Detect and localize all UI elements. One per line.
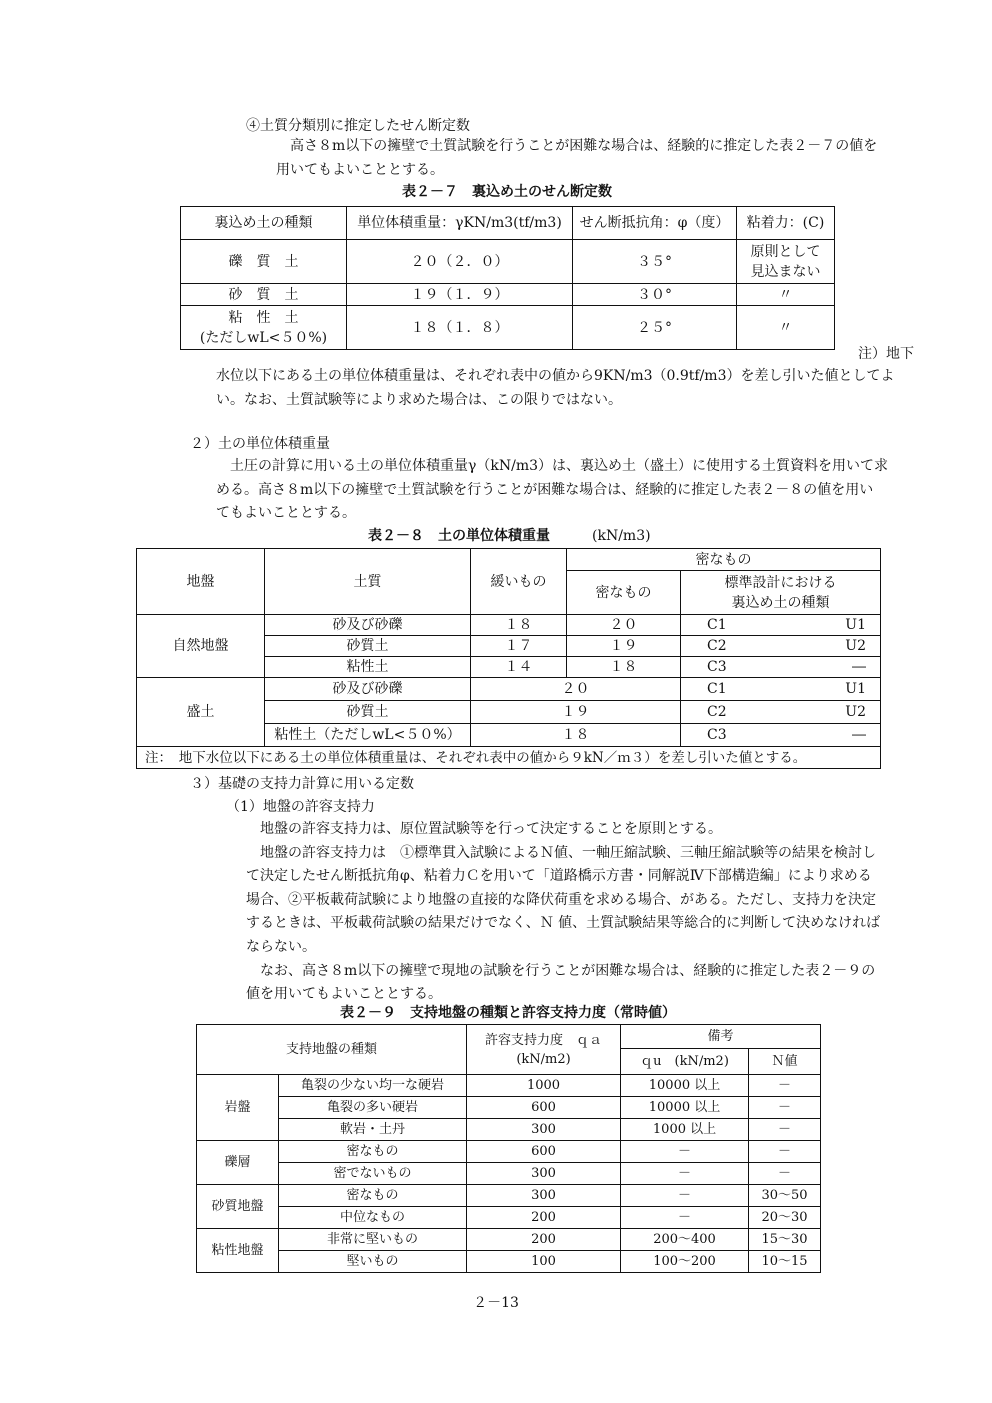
table-2-7-caption: 表２－７ 裏込め土のせん断定数 (402, 184, 612, 200)
table-note-row (137, 747, 881, 769)
cell-soil: 粘性土（ただしwL<５０%） (265, 724, 471, 747)
cohesion-line: 見込まない (750, 263, 821, 280)
column-header: ｑu (kN/m2) (621, 1049, 749, 1075)
ground-group-label: 礫層 (197, 1141, 279, 1185)
table-row (197, 1207, 821, 1229)
cohesion-line: 原則として (750, 243, 821, 260)
column-header (467, 1025, 621, 1075)
paragraph-line: 地盤の許容支持力は ①標準貫入試験によるＮ値、一軸圧縮試験、三軸圧縮試験等の結果を検討し (260, 844, 876, 861)
cell-loose: １４ (471, 657, 567, 678)
cell-qu: 10000 以上 (621, 1097, 749, 1119)
cell-loose: １７ (471, 636, 567, 657)
cell-qu: － (621, 1141, 749, 1163)
paragraph-line: なお、高さ８m以下の擁壁で現地の試験を行うことが困難な場合は、経験的に推定した表２－９の (260, 962, 876, 979)
cell-n: － (749, 1141, 821, 1163)
cell-subtype: 密なもの (279, 1141, 467, 1163)
cell-subtype: 密でないもの (279, 1163, 467, 1185)
cell-soil: 砂質土 (265, 701, 471, 724)
table-row (197, 1163, 821, 1185)
cell-qa: 300 (467, 1185, 621, 1207)
column-header: 備考 (621, 1025, 821, 1049)
cell-subtype: 亀裂の多い硬岩 (279, 1097, 467, 1119)
paragraph-line: て決定したせん断抵抗角φ、粘着力Ｃを用いて「道路橋示方書・同解説Ⅳ下部構造編」により求める (246, 868, 872, 885)
cell-soil-type (181, 306, 347, 350)
table-2-7-note (216, 365, 895, 412)
u-type: ― (852, 727, 866, 743)
paragraph-line: 用いてもよいこととする。 (276, 161, 444, 178)
cell-n: － (749, 1163, 821, 1185)
header-line: 許容支持力度 ｑａ (485, 1032, 603, 1048)
table-row (137, 615, 881, 636)
u-type: U1 (845, 681, 866, 697)
header-line: 裏込め土の種類 (731, 594, 830, 611)
table-2-8-caption: 表２－８ 土の単位体積重量 (368, 528, 550, 544)
table-row (197, 1229, 821, 1251)
cell-soil-type: 礫 質 土 (181, 240, 347, 284)
paragraph-line: てもよいこととする。 (216, 505, 356, 522)
cell-standard-type (681, 724, 881, 747)
cell-dense: １９ (567, 636, 681, 657)
c-type: C1 (707, 681, 727, 697)
paragraph-line: める。高さ８m以下の擁壁で土質試験を行うことが困難な場合は、経験的に推定した表２－８の値を用い (216, 481, 874, 498)
column-header: 粘着力：(C) (737, 207, 835, 240)
ground-group-label: 粘性地盤 (197, 1229, 279, 1273)
cell-standard-type (681, 636, 881, 657)
cell-unit-weight: ２０（２．０） (347, 240, 573, 284)
table-2-8 (136, 548, 881, 769)
column-header: 密なもの (567, 549, 881, 571)
cell-standard-type (681, 678, 881, 701)
table-row (181, 284, 835, 306)
cell-qu: － (621, 1163, 749, 1185)
paragraph-line: 地盤の許容支持力は、原位置試験等を行って決定することを原則とする。 (260, 821, 722, 837)
cell-subtype: 密なもの (279, 1185, 467, 1207)
cell-standard-type (681, 701, 881, 724)
cell-qu: － (621, 1185, 749, 1207)
section-2-heading: ２）土の単位体積重量 (190, 436, 330, 452)
cell-subtype: 非常に堅いもの (279, 1229, 467, 1251)
cell-unit-weight: １９（１．９） (347, 284, 573, 306)
cell-subtype: 軟岩・土丹 (279, 1119, 467, 1141)
cell-n: 20～30 (749, 1207, 821, 1229)
ground-group-label: 砂質地盤 (197, 1185, 279, 1229)
paragraph-line: するときは、平板載荷試験の結果だけでなく、Ｎ 値、土質試験結果等総合的に判断して決めなければ (246, 915, 881, 932)
table-row (197, 1075, 821, 1097)
u-type: U2 (845, 704, 866, 720)
c-type: C3 (707, 659, 727, 675)
cell-cohesion: 〃 (737, 306, 835, 350)
u-type: U2 (845, 638, 866, 654)
table-row (197, 1141, 821, 1163)
u-type: ― (852, 659, 866, 675)
c-type: C1 (707, 617, 727, 633)
table-row (137, 678, 881, 701)
table-2-8-unit: (kN/m3) (592, 528, 651, 544)
cell-qa: 300 (467, 1119, 621, 1141)
cell-qu: 10000 以上 (621, 1075, 749, 1097)
note-line: 水位以下にある土の単位体積重量は、それぞれ表中の値から9KN/m3（0.9tf/m3）を差し引いた値としてよ (216, 368, 895, 384)
cell-qu: 100～200 (621, 1251, 749, 1273)
soil-type-line: (ただしwL<５０%) (199, 329, 328, 346)
cell-soil-type: 砂 質 土 (181, 284, 347, 306)
cell-cohesion: 〃 (737, 284, 835, 306)
cell-qa: 200 (467, 1207, 621, 1229)
column-header (681, 571, 881, 615)
cell-subtype: 中位なもの (279, 1207, 467, 1229)
cell-qu: 1000 以上 (621, 1119, 749, 1141)
note-line: い。なお、土質試験等により求めた場合は、この限りではない。 (216, 391, 622, 408)
cell-qa: 600 (467, 1097, 621, 1119)
cell-qa: 200 (467, 1229, 621, 1251)
cell-dense: ２０ (567, 615, 681, 636)
cell-subtype: 堅いもの (279, 1251, 467, 1273)
cell-soil: 砂及び砂礫 (265, 615, 471, 636)
table-row (181, 306, 835, 350)
section-3-paragraph (246, 818, 880, 1007)
cell-standard-type (681, 615, 881, 636)
paragraph-line: 土圧の計算に用いる土の単位体積重量γ（kN/m3）は、裏込め土（盛土）に使用する土質資料を用いて求 (230, 458, 888, 474)
header-line: (kN/m2) (516, 1051, 571, 1067)
cell-qu: 200～400 (621, 1229, 749, 1251)
cell-n: － (749, 1097, 821, 1119)
column-header: 地盤 (137, 549, 265, 615)
cell-soil: 砂及び砂礫 (265, 678, 471, 701)
cell-qa: 100 (467, 1251, 621, 1273)
column-header: 裏込め土の種類 (181, 207, 347, 240)
cell-qu: － (621, 1207, 749, 1229)
cell-cohesion (737, 240, 835, 284)
table-2-7-note-start: 注）地下 (858, 346, 914, 362)
paragraph-line: ならない。 (246, 938, 316, 955)
cell-subtype: 亀裂の少ない均一な硬岩 (279, 1075, 467, 1097)
cell-dense: １８ (567, 657, 681, 678)
cell-n: 30～50 (749, 1185, 821, 1207)
table-row (197, 1097, 821, 1119)
cell-qa: 1000 (467, 1075, 621, 1097)
column-header: 密なもの (567, 571, 681, 615)
cell-soil: 粘性土 (265, 657, 471, 678)
paragraph-line: 高さ８m以下の擁壁で土質試験を行うことが困難な場合は、経験的に推定した表２－７の値を (290, 138, 878, 154)
table-row (181, 240, 835, 284)
soil-type-line: 粘 性 土 (228, 309, 299, 326)
section-3-subheading: （1）地盤の許容支持力 (226, 799, 375, 815)
cell-qa: 600 (467, 1141, 621, 1163)
u-type: U1 (845, 617, 866, 633)
cell-n: 15～30 (749, 1229, 821, 1251)
cell-n: 10～15 (749, 1251, 821, 1273)
section-4-heading: ④土質分類別に推定したせん断定数 (246, 118, 470, 134)
c-type: C3 (707, 727, 727, 743)
section-3-heading: ３）基礎の支持力計算に用いる定数 (190, 776, 414, 792)
column-header: 緩いもの (471, 549, 567, 615)
cell-standard-type (681, 657, 881, 678)
cell-n: － (749, 1119, 821, 1141)
ground-group-label: 岩盤 (197, 1075, 279, 1141)
table-2-7 (180, 206, 835, 350)
cell-qa: 300 (467, 1163, 621, 1185)
column-header: 単位体積重量：γKN/m3(tf/m3) (347, 207, 573, 240)
table-2-9 (196, 1024, 821, 1273)
ground-group-label: 盛土 (137, 678, 265, 747)
table-row (197, 1185, 821, 1207)
column-header: 支持地盤の種類 (197, 1025, 467, 1075)
cell-soil: 砂質土 (265, 636, 471, 657)
cell-value: １８ (471, 724, 681, 747)
cell-friction-angle: ３５° (573, 240, 737, 284)
header-line: 標準設計における (724, 574, 837, 591)
cell-friction-angle: ３０° (573, 284, 737, 306)
cell-value: ２０ (471, 678, 681, 701)
column-header: 土質 (265, 549, 471, 615)
column-header: Ｎ値 (749, 1049, 821, 1075)
section-4-paragraph (276, 135, 877, 182)
cell-n: － (749, 1075, 821, 1097)
c-type: C2 (707, 704, 727, 720)
c-type: C2 (707, 638, 727, 654)
cell-unit-weight: １８（１．８） (347, 306, 573, 350)
table-2-9-caption: 表２－９ 支持地盤の種類と許容支持力度（常時値） (340, 1005, 676, 1021)
table-row (197, 1119, 821, 1141)
ground-group-label: 自然地盤 (137, 615, 265, 678)
table-row (197, 1251, 821, 1273)
cell-loose: １８ (471, 615, 567, 636)
table-2-8-note: 注： 地下水位以下にある土の単位体積重量は、それぞれ表中の値から９kN／ｍ３）を差し引いた値とする。 (137, 747, 881, 769)
cell-value: １９ (471, 701, 681, 724)
page-number: ２－13 (473, 1295, 519, 1311)
section-2-paragraph (216, 455, 888, 526)
column-header: せん断抵抗角：φ（度） (573, 207, 737, 240)
paragraph-line: 値を用いてもよいこととする。 (246, 986, 442, 1003)
paragraph-line: 場合、②平板載荷試験により地盤の直接的な降伏荷重を求める場合、がある。ただし、支持力を決定 (246, 891, 876, 908)
cell-friction-angle: ２５° (573, 306, 737, 350)
